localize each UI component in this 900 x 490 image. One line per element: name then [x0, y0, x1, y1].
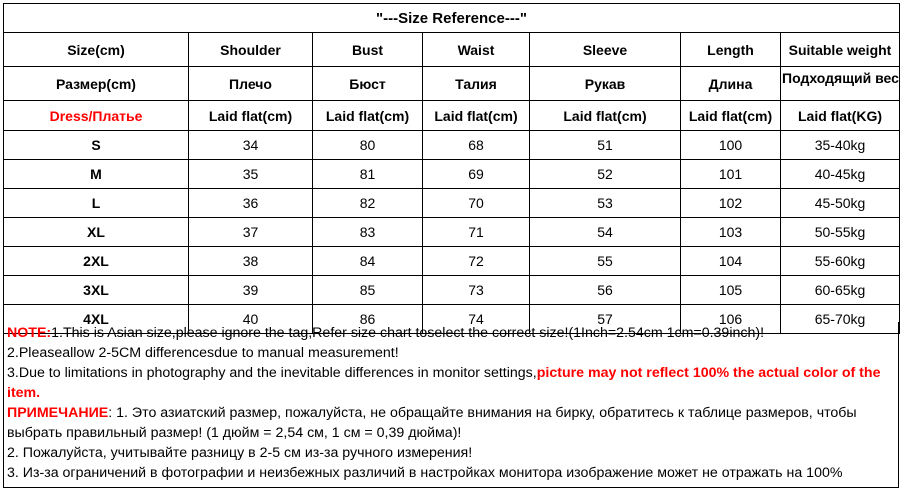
- dress-label: Dress/Платье: [4, 101, 189, 131]
- unit-bust: Laid flat(cm): [313, 101, 423, 131]
- ru-note-line-3: 3. Из-за ограничений в фотографии и неизбежных различий в настройках монитора изображение может не отражать на 100%: [7, 465, 843, 481]
- unit-weight: Laid flat(KG): [781, 101, 900, 131]
- unit-shoulder: Laid flat(cm): [189, 101, 313, 131]
- cell-weight: 65-70kg: [781, 305, 900, 334]
- header-weight: Suitable weight: [781, 33, 900, 67]
- cell-bust: 82: [313, 189, 423, 218]
- note-1-text: 1.This is Asian size,please ignore the tag,Refer size chart toselect the correct size!(1Inch=2.54cm 1cm=0.39inch)!: [51, 325, 765, 341]
- size-rows: [4, 131, 900, 334]
- cell-size: 3XL: [4, 276, 189, 305]
- cell-shoulder: 39: [189, 276, 313, 305]
- cell-shoulder: 37: [189, 218, 313, 247]
- cell-shoulder: 36: [189, 189, 313, 218]
- note-line-2: 2.Pleaseallow 2-5CM differencesdue to manual measurement!: [7, 345, 399, 361]
- header-waist-ru: Талия: [423, 67, 530, 101]
- cell-size: L: [4, 189, 189, 218]
- cell-sleeve: 54: [530, 218, 681, 247]
- cell-shoulder: 34: [189, 131, 313, 160]
- cell-bust: 81: [313, 160, 423, 189]
- cell-length: 100: [681, 131, 781, 160]
- cell-waist: 68: [423, 131, 530, 160]
- cell-sleeve: 55: [530, 247, 681, 276]
- cell-shoulder: 38: [189, 247, 313, 276]
- header-shoulder-ru: Плечо: [189, 67, 313, 101]
- size-row: [4, 276, 900, 305]
- header-length-ru: Длина: [681, 67, 781, 101]
- table-title-row: [4, 4, 900, 33]
- cell-waist: 70: [423, 189, 530, 218]
- header-row-english: [4, 33, 900, 67]
- cell-sleeve: 57: [530, 305, 681, 334]
- header-size-ru: Размер(cm): [4, 67, 189, 101]
- unit-row: [4, 101, 900, 131]
- ru-note-1-text: : 1. Это азиатский размер, пожалуйста, не обращайте внимания на бирку, обратитесь к таблице размеров, чтобы выбрать правильный размер! (1 дюйм = 2,54 см, 1 см = 0,39 дюйма)!: [7, 405, 857, 441]
- cell-length: 101: [681, 160, 781, 189]
- cell-weight: 35-40kg: [781, 131, 900, 160]
- cell-sleeve: 53: [530, 189, 681, 218]
- unit-length: Laid flat(cm): [681, 101, 781, 131]
- size-row: [4, 218, 900, 247]
- cell-waist: 74: [423, 305, 530, 334]
- size-row: [4, 247, 900, 276]
- unit-waist: Laid flat(cm): [423, 101, 530, 131]
- cell-size: 2XL: [4, 247, 189, 276]
- cell-shoulder: 40: [189, 305, 313, 334]
- note-label: NOTE:: [7, 325, 52, 341]
- cell-waist: 69: [423, 160, 530, 189]
- cell-length: 105: [681, 276, 781, 305]
- header-row-russian: [4, 67, 900, 101]
- cell-length: 102: [681, 189, 781, 218]
- cell-shoulder: 35: [189, 160, 313, 189]
- note-3-text: 3.Due to limitations in photography and the inevitable differences in monitor settings,: [7, 365, 537, 381]
- size-reference-table: [3, 3, 900, 334]
- header-bust: Bust: [313, 33, 423, 67]
- cell-weight: 50-55kg: [781, 218, 900, 247]
- cell-sleeve: 52: [530, 160, 681, 189]
- notes-section: [3, 322, 899, 488]
- header-sleeve-ru: Рукав: [530, 67, 681, 101]
- cell-bust: 83: [313, 218, 423, 247]
- size-row: [4, 189, 900, 218]
- cell-waist: 71: [423, 218, 530, 247]
- cell-weight: 40-45kg: [781, 160, 900, 189]
- note-3-highlight: picture may not reflect 100% the actual color of the item.: [7, 365, 881, 401]
- cell-weight: 55-60kg: [781, 247, 900, 276]
- size-row: [4, 160, 900, 189]
- ru-note-line-2: 2. Пожалуйста, учитывайте разницу в 2-5 см из-за ручного измерения!: [7, 445, 473, 461]
- note-line-3: [7, 363, 895, 403]
- cell-length: 103: [681, 218, 781, 247]
- cell-size: M: [4, 160, 189, 189]
- header-length: Length: [681, 33, 781, 67]
- cell-bust: 84: [313, 247, 423, 276]
- header-sleeve: Sleeve: [530, 33, 681, 67]
- cell-size: XL: [4, 218, 189, 247]
- header-weight-ru: [781, 67, 900, 101]
- cell-sleeve: 51: [530, 131, 681, 160]
- table-title: "---Size Reference---": [4, 4, 900, 33]
- cell-size: S: [4, 131, 189, 160]
- header-size: Size(cm): [4, 33, 189, 67]
- cell-waist: 72: [423, 247, 530, 276]
- note-line-1: [7, 323, 895, 343]
- cell-sleeve: 56: [530, 276, 681, 305]
- cell-weight: 60-65kg: [781, 276, 900, 305]
- cell-size: 4XL: [4, 305, 189, 334]
- ru-note-label: ПРИМЕЧАНИЕ: [7, 405, 109, 421]
- cell-bust: 80: [313, 131, 423, 160]
- unit-sleeve: Laid flat(cm): [530, 101, 681, 131]
- cell-length: 106: [681, 305, 781, 334]
- cell-waist: 73: [423, 276, 530, 305]
- cell-length: 104: [681, 247, 781, 276]
- size-row: [4, 131, 900, 160]
- cell-weight: 45-50kg: [781, 189, 900, 218]
- cell-bust: 85: [313, 276, 423, 305]
- header-waist: Waist: [423, 33, 530, 67]
- ru-note-line-1: [7, 403, 895, 443]
- cell-bust: 86: [313, 305, 423, 334]
- header-weight-ru-label: Подходящий вес: [782, 70, 899, 86]
- header-bust-ru: Бюст: [313, 67, 423, 101]
- header-shoulder: Shoulder: [189, 33, 313, 67]
